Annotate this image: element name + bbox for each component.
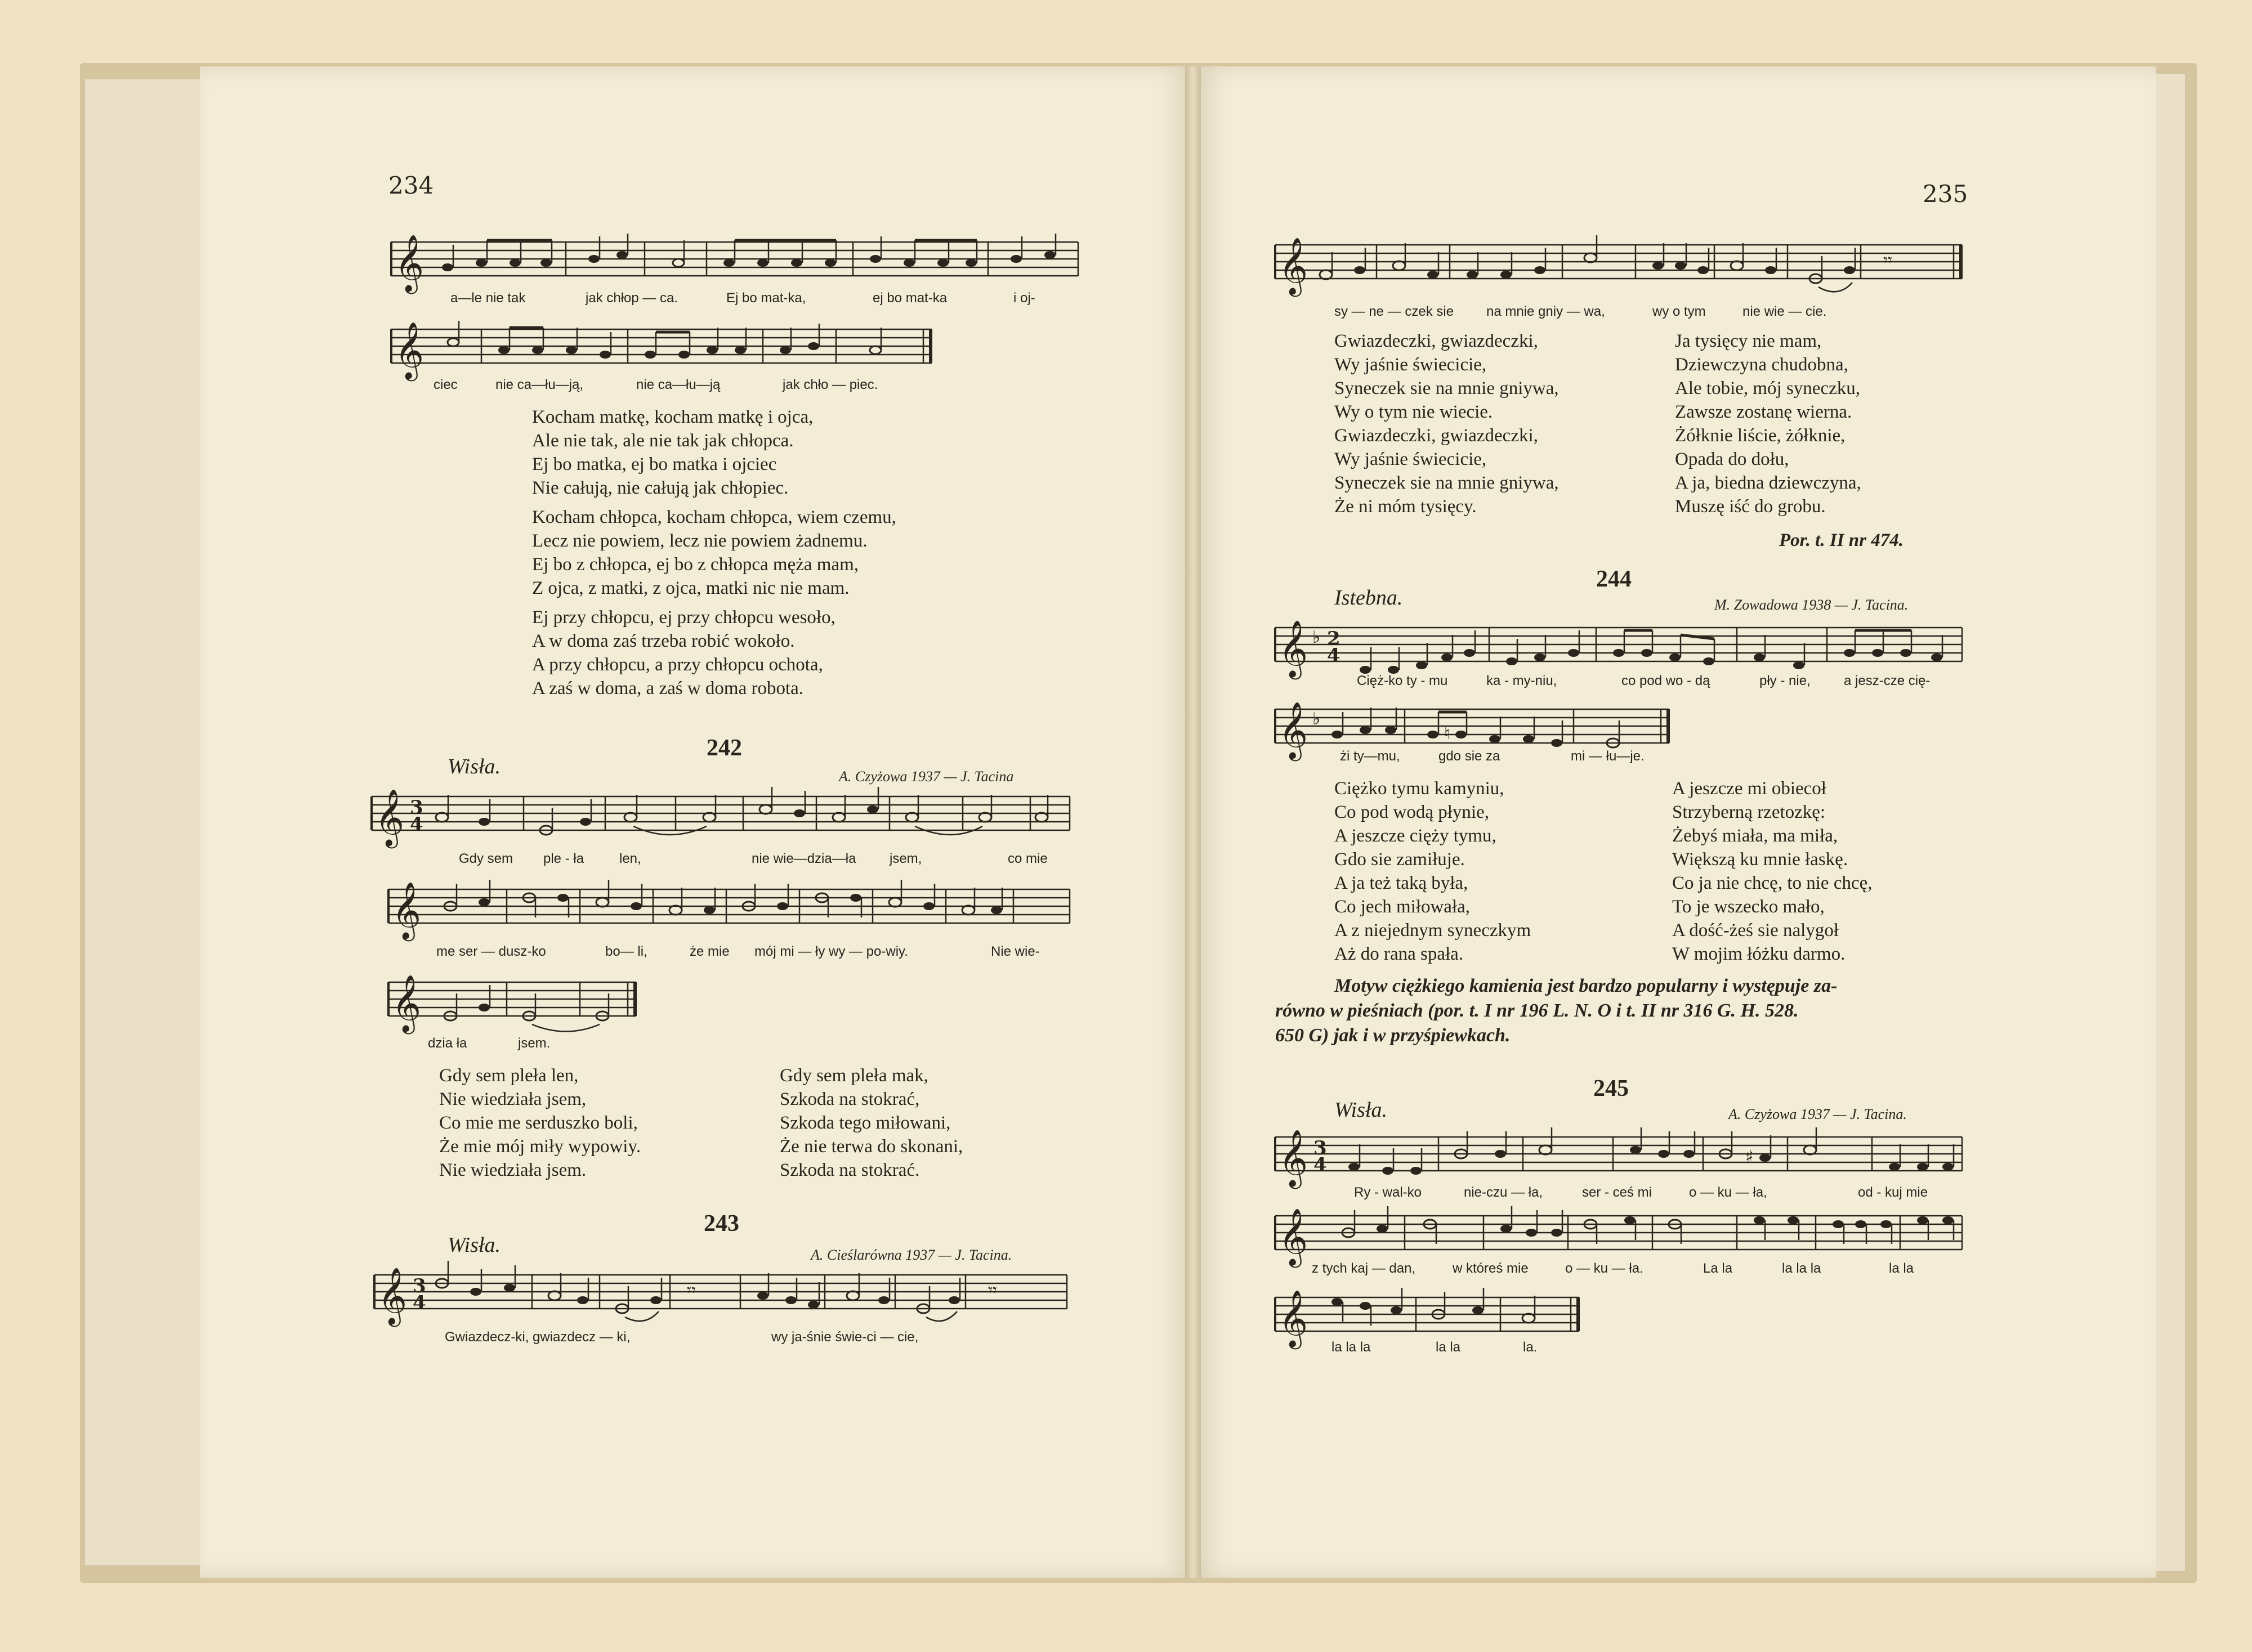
lyric-syllables: o — ku — ła. — [1565, 1261, 1643, 1276]
lyric-syllables: jak chłop — ca. — [586, 290, 678, 306]
verse-line: Ale tobie, mój syneczku, — [1675, 378, 1861, 399]
stanza — [439, 1064, 641, 1182]
verse-line: A dość-żeś sie nalygoł — [1672, 920, 1839, 941]
stanza — [532, 606, 835, 700]
music-staff — [1275, 231, 1962, 298]
stanza — [1334, 329, 1559, 518]
svg-text:𝄞: 𝄞 — [392, 881, 422, 939]
lyric-syllables: że mie — [690, 944, 730, 959]
lyric-syllables: Gdy sem — [459, 851, 513, 866]
lyric-syllables: gdo sie za — [1438, 749, 1500, 764]
commentary — [1275, 974, 1837, 1048]
lyric-syllables: ser - ceś mi — [1582, 1185, 1652, 1200]
stanza — [1672, 777, 1873, 966]
svg-text:4: 4 — [410, 813, 423, 836]
lyric-syllables: nie ca—łu—ją, — [495, 377, 584, 392]
verse-line: Wy jaśnie świecicie, — [1334, 449, 1487, 469]
verse-line: Syneczek sie na mnie gniywa, — [1334, 378, 1559, 399]
verse-line: A jeszcze mi obiecoł — [1672, 778, 1826, 799]
verse-line: Że mie mój miły wypowiy. — [439, 1136, 641, 1157]
song-place: Wisła. — [448, 755, 501, 778]
verse-line: Aż do rana spała. — [1334, 944, 1464, 964]
verse-line: Co pod wodą płynie, — [1334, 802, 1489, 822]
verse-line: Muszę iść do grobu. — [1675, 496, 1826, 517]
lyric-syllables: sy — ne — czek sie — [1334, 304, 1454, 319]
verse-line: Ej bo matka, ej bo matka i ojciec — [532, 454, 777, 474]
page-stack-left — [84, 79, 215, 1566]
verse-line: To je wszecko mało, — [1672, 897, 1825, 917]
music-staff — [391, 228, 1078, 296]
lyric-syllables: Ej bo mat-ka, — [726, 290, 806, 306]
verse-line: A przy chłopcu, a przy chłopcu ochota, — [532, 655, 823, 675]
music-staff — [388, 875, 1070, 943]
lyric-syllables: nie-czu — ła, — [1464, 1185, 1543, 1200]
verse-line: Ale nie tak, ale nie tak jak chłopca. — [532, 431, 794, 451]
lyric-syllables: wy ja-śnie świe-ci — cie, — [771, 1329, 919, 1345]
lyric-syllables: a—le nie tak — [450, 290, 526, 306]
lyric-syllables: la la la — [1782, 1261, 1821, 1276]
song-number: 245 — [1593, 1076, 1629, 1102]
lyric-syllables: jsem. — [518, 1036, 551, 1051]
song-place: Wisła. — [1334, 1098, 1387, 1122]
stanza — [1675, 329, 1861, 518]
verse-line: Lecz nie powiem, lecz nie powiem żadnemu. — [532, 531, 868, 551]
verse-line: Co ja nie chcę, to nie chcę, — [1672, 873, 1873, 893]
song-credit: A. Czyżowa 1937 — J. Tacina. — [1728, 1106, 1907, 1122]
svg-text:♭: ♭ — [1312, 709, 1321, 729]
svg-text:4: 4 — [1313, 1154, 1327, 1176]
lyric-syllables: ciec — [434, 377, 458, 392]
verse-line: W mojim łóżku darmo. — [1672, 944, 1846, 964]
verse-line: Nie wiedziała jsem, — [439, 1089, 587, 1109]
verse-line: Szkoda na stokrać. — [780, 1160, 920, 1180]
lyric-syllables: żi ty—mu, — [1340, 749, 1400, 764]
verse-line: A w doma zaś trzeba robić wokoło. — [532, 631, 795, 651]
lyric-syllables: na mnie gniy — wa, — [1486, 304, 1605, 319]
svg-text:𝄞: 𝄞 — [395, 234, 425, 292]
svg-text:3: 3 — [1313, 1137, 1327, 1159]
song-number: 244 — [1596, 566, 1632, 592]
page-number-right: 235 — [1923, 180, 1968, 208]
svg-text:𝄞: 𝄞 — [1279, 1129, 1308, 1187]
lyric-syllables: len, — [619, 851, 641, 866]
lyric-syllables: Ry - wal-ko — [1354, 1185, 1422, 1200]
lyric-syllables: co mie — [1008, 851, 1048, 866]
commentary-line: równo w pieśniach (por. t. I nr 196 L. N. O i t. II nr 316 G. H. 528. — [1275, 1000, 1799, 1021]
song-place: Wisła. — [448, 1233, 501, 1257]
commentary-line: Motyw ciężkiego kamienia jest bardzo popularny i występuje za- — [1334, 975, 1838, 996]
lyric-syllables: od - kuj mie — [1858, 1185, 1928, 1200]
lyric-syllables: Nie wie- — [991, 944, 1040, 959]
svg-text:4: 4 — [413, 1292, 426, 1314]
verse-line: Ej bo z chłopca, ej bo z chłopca męża mam, — [532, 554, 859, 575]
lyric-syllables: i oj- — [1013, 290, 1035, 306]
verse-line: Gdy sem pleła len, — [439, 1065, 579, 1086]
lyric-syllables: pły - nie, — [1759, 673, 1811, 688]
svg-text:𝄾𝄾: 𝄾𝄾 — [1883, 250, 1892, 270]
svg-text:𝄞: 𝄞 — [378, 1266, 408, 1324]
stanza — [532, 505, 896, 600]
svg-text:♭: ♭ — [1312, 628, 1321, 647]
verse-line: A ja też taką była, — [1334, 873, 1468, 893]
verse-line: Co jech miłowała, — [1334, 897, 1471, 917]
song-place: Istebna. — [1334, 586, 1403, 610]
gutter — [1185, 66, 1201, 1578]
stanza — [780, 1064, 963, 1182]
verse-line: Szkoda na stokrać, — [780, 1089, 920, 1109]
music-staff — [1275, 1123, 1962, 1190]
verse-line: Syneczek sie na mnie gniywa, — [1334, 473, 1559, 493]
lyric-syllables: mi — łu—je. — [1571, 749, 1645, 764]
music-staff — [1275, 614, 1962, 681]
svg-text:𝄞: 𝄞 — [1279, 236, 1308, 294]
verse-line: Ja tysięcy nie mam, — [1675, 331, 1822, 351]
lyric-syllables: la. — [1523, 1340, 1538, 1355]
music-staff — [391, 315, 932, 383]
lyric-syllables: mój mi — ły wy — po-wiy. — [754, 944, 908, 959]
verse-line: Wy jaśnie świecicie, — [1334, 355, 1487, 375]
lyric-syllables: Gwiazdecz-ki, gwiazdecz — ki, — [445, 1329, 631, 1345]
lyric-syllables: me ser — dusz-ko — [436, 944, 546, 959]
svg-text:𝄾𝄾: 𝄾𝄾 — [687, 1281, 696, 1300]
verse-line: Gwiazdeczki, gwiazdeczki, — [1334, 426, 1538, 446]
music-staff — [388, 968, 636, 1036]
lyric-syllables: bo— li, — [605, 944, 647, 959]
svg-text:3: 3 — [413, 1275, 426, 1297]
verse-line: Nie całują, nie całują jak chłopiec. — [532, 478, 789, 498]
verse-line: Z ojca, z matki, z ojca, matki nic nie mam. — [532, 578, 850, 598]
lyric-syllables: Cięż-ko ty - mu — [1357, 673, 1448, 688]
verse-line: Strzyberną rzetozkę: — [1672, 802, 1826, 822]
music-staff — [372, 782, 1070, 850]
svg-text:𝄞: 𝄞 — [1279, 619, 1308, 677]
song-credit: A. Cieślarówna 1937 — J. Tacina. — [811, 1247, 1012, 1263]
verse-line: A z niejednym syneczkym — [1334, 920, 1531, 941]
lyric-syllables: jak chło — piec. — [783, 377, 878, 392]
verse-line: Zawsze zostanę wierna. — [1675, 402, 1852, 422]
stanza — [1334, 777, 1531, 966]
song-number: 243 — [704, 1211, 739, 1237]
lyric-syllables: jsem, — [890, 851, 922, 866]
svg-text:𝄞: 𝄞 — [1279, 1289, 1308, 1347]
page-number-left: 234 — [388, 172, 434, 199]
lyric-syllables: wy o tym — [1652, 304, 1706, 319]
verse-line: Szkoda tego miłowani, — [780, 1113, 951, 1133]
lyric-syllables: ple - ła — [543, 851, 584, 866]
lyric-syllables: nie wie — cie. — [1742, 304, 1827, 319]
svg-text:𝄾𝄾: 𝄾𝄾 — [988, 1281, 997, 1300]
lyric-syllables: o — ku — ła, — [1689, 1185, 1767, 1200]
song-credit: A. Czyżowa 1937 — J. Tacina — [839, 768, 1014, 785]
lyric-syllables: z tych kaj — dan, — [1312, 1261, 1416, 1276]
svg-text:𝄞: 𝄞 — [1279, 701, 1308, 759]
lyric-syllables: nie ca—łu—ją — [636, 377, 721, 392]
svg-text:♮: ♮ — [1444, 724, 1450, 744]
verse-line: Żebyś miała, ma miła, — [1672, 826, 1838, 846]
commentary-line: 650 G) jak i w przyśpiewkach. — [1275, 1025, 1511, 1046]
verse-line: Że nie terwa do skonani, — [780, 1136, 963, 1157]
svg-text:𝄞: 𝄞 — [392, 974, 422, 1032]
svg-text:2: 2 — [1327, 628, 1341, 650]
verse-line: Ej przy chłopcu, ej przy chłopcu wesoło, — [532, 607, 835, 628]
svg-text:𝄞: 𝄞 — [375, 788, 405, 846]
verse-line: A zaś w doma, a zaś w doma robota. — [532, 678, 804, 699]
lyric-syllables: dzia ła — [428, 1036, 467, 1051]
verse-line: Ciężko tymu kamyniu, — [1334, 778, 1504, 799]
verse-line: Że ni móm tysięcy. — [1334, 496, 1477, 517]
music-staff — [374, 1261, 1067, 1328]
svg-text:♯: ♯ — [1745, 1147, 1754, 1167]
verse-line: Co mie me serduszko boli, — [439, 1113, 638, 1133]
lyric-syllables: a jesz-cze cię- — [1844, 673, 1931, 688]
lyric-syllables: nie wie—dzia—ła — [752, 851, 856, 866]
svg-text:𝄞: 𝄞 — [395, 321, 425, 379]
verse-line: Gdo sie zamiłuje. — [1334, 849, 1465, 870]
verse-line: Opada do dołu, — [1675, 449, 1789, 469]
verse-line: Gdy sem pleła mak, — [780, 1065, 928, 1086]
lyric-syllables: la la la — [1331, 1340, 1371, 1355]
verse-line: Gwiazdeczki, gwiazdeczki, — [1334, 331, 1538, 351]
lyric-syllables: La la — [1703, 1261, 1733, 1276]
svg-text:𝄞: 𝄞 — [1279, 1207, 1308, 1265]
stanza — [532, 405, 813, 500]
music-staff — [1275, 1202, 1962, 1269]
verse-line: Dziewczyna chudobna, — [1675, 355, 1848, 375]
lyric-syllables: la la — [1889, 1261, 1914, 1276]
verse-line: Kocham chłopca, kocham chłopca, wiem czemu, — [532, 507, 896, 527]
lyric-syllables: ej bo mat-ka — [873, 290, 948, 306]
song-credit: M. Zowadowa 1938 — J. Tacina. — [1714, 597, 1909, 613]
song-number: 242 — [707, 735, 742, 761]
lyric-syllables: w któreś mie — [1453, 1261, 1529, 1276]
verse-line: A ja, biedna dziewczyna, — [1675, 473, 1861, 493]
cross-reference: Por. t. II nr 474. — [1779, 530, 1904, 550]
verse-line: Większą ku mnie łaskę. — [1672, 849, 1848, 870]
verse-line: A jeszcze cięży tymu, — [1334, 826, 1496, 846]
verse-line: Kocham matkę, kocham matkę i ojca, — [532, 407, 814, 427]
lyric-syllables: la la — [1436, 1340, 1461, 1355]
svg-text:3: 3 — [410, 796, 423, 819]
verse-line: Wy o tym nie wiecie. — [1334, 402, 1493, 422]
verse-line: Nie wiedziała jsem. — [439, 1160, 587, 1180]
svg-text:4: 4 — [1327, 644, 1341, 667]
lyric-syllables: co pod wo - dą — [1621, 673, 1710, 688]
verse-line: Żółknie liście, żółknie, — [1675, 426, 1846, 446]
lyric-syllables: ka - my-niu, — [1486, 673, 1557, 688]
